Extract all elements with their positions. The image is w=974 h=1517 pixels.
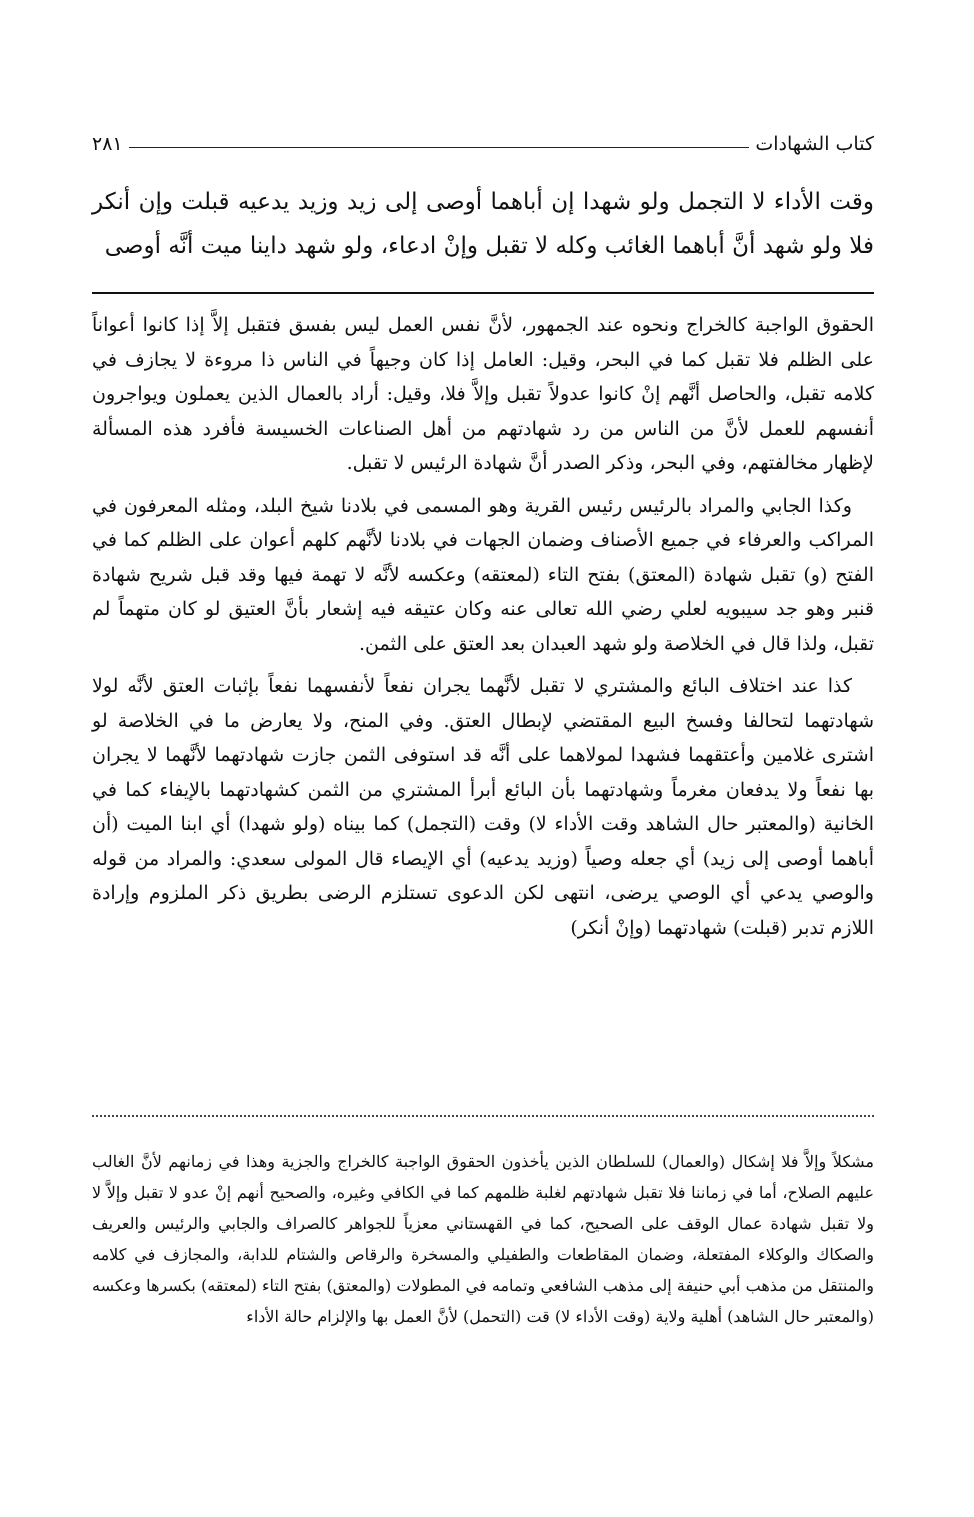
running-header bbox=[92, 124, 874, 164]
sharh-paragraph-2: وكذا الجابي والمراد بالرئيس رئيس القرية وهو المسمى في بلادنا شيخ البلد، ومثله المعرفون في المراكب والعرفاء في جميع الأصناف وضمان الجهات في بلادنا لأنَّهم كلهم أعوان على الظلم كما في الفتح (و) تقبل شهادة (المعتق) بفتح التاء (لمعتقه) وعكسه لأنَّه لا تهمة فيها وقد قبل شريح شهادة قنبر وهو جد سيبويه لعلي رضي الله تعالى عنه وكان عتيقه فيه إشعار بأنَّ العتيق لو كان متهماً لم تقبل، ولذا قال في الخلاصة ولو شهد العبدان بعد العتق على الثمن. bbox=[92, 494, 874, 655]
hashiya-paragraph: مشكلاً وإلاَّ فلا إشكال (والعمال) للسلطان الذين يأخذون الحقوق الواجبة كالخراج والجزية وهذا في زمانهم لأنَّ الغالب عليهم الصلاح، أما في زماننا فلا تقبل شهادتهم لغلبة ظلمهم كما في الكافي وغيره، والصحيح أنهم إنْ عدو لا تقبل وإلاَّ لا ولا تقبل شهادة عمال الوقف على الصحيح، كما في القهستاني معزياً للجواهر كالصراف والجابي والرئيس والعريف والصكاك والوكلاء المفتعلة، وضمان المقاطعات والطفيلي والمسخرة والرقاص والشتام للدابة، والمجازف في كلامه والمنتقل من مذهب أبي حنيفة إلى مذهب الشافعي وتمامه في المطولات (والمعتق) بفتح التاء (لمعتقه) بكسرها وعكسه (والمعتبر حال الشاهد) أهلية ولاية (وقت الأداء لا) قت (التحمل) لأنَّ العمل بها والإلزام حالة الأداء bbox=[92, 1152, 875, 1326]
dotted-divider bbox=[92, 1115, 874, 1117]
chapter-title: كتاب الشهادات bbox=[755, 133, 874, 155]
section-divider bbox=[92, 292, 874, 294]
sharh-paragraph-1: الحقوق الواجبة كالخراج ونحوه عند الجمهور، لأنَّ نفس العمل ليس بفسق فتقبل إلاَّ إذا كانوا أعواناً على الظلم فلا تقبل كما في البحر، وقيل: العامل إذا كان وجيهاً في الناس ذا مروءة لا يجازف في كلامه تقبل، والحاصل أنَّهم إنْ كانوا عدولاً تقبل وإلاَّ فلا، وقيل: أراد بالعمال الذين يعملون ويواجرون أنفسهم للعمل لأنَّ من الناس من رد شهادتهم من أهل الصناعات الخسيسة فأفرد هذه المسألة لإظهار مخالفتهم، وفي البحر، وذكر الصدر أنَّ شهادة الرئيس لا تقبل. bbox=[92, 314, 874, 474]
page-number: ٢٨١ bbox=[92, 133, 123, 155]
hashiya-footnote bbox=[92, 1146, 874, 1332]
matn-text bbox=[92, 180, 874, 268]
sharh-paragraph-3: كذا عند اختلاف البائع والمشتري لا تقبل لأنَّهما يجران نفعاً لأنفسهما نفعاً بإثبات العتق لأنَّه لولا شهادتهما لتحالفا وفسخ البيع المقتضي لإبطال العتق. وفي المنح، ولا يعارض ما في الخلاصة لو اشترى غلامين وأعتقهما فشهدا لمولاهما على أنَّه قد استوفى الثمن جازت شهادتهما لأنَّهما لا يجران بها نفعاً ولا يدفعان مغرماً وشهادتهما بأن البائع أبرأ المشتري من الثمن كشهادتهما بالإيفاء كما في الخانية (والمعتبر حال الشاهد وقت الأداء لا) وقت (التجمل) كما بيناه (ولو شهدا) أي ابنا الميت (أن أباهما أوصى إلى زيد) أي جعله وصياً (وزيد يدعيه) أي الإيصاء قال المولى سعدي: والمراد من قوله والوصي يدعي أي الوصي يرضى، انتهى لكن الدعوى تستلزم الرضى بطريق ذكر الملزوم وإرادة اللازم تدبر (قبلت) شهادتهما (وإنْ أنكر) bbox=[92, 675, 874, 939]
matn-paragraph: وقت الأداء لا التجمل ولو شهدا إن أباهما أوصى إلى زيد وزيد يدعيه قبلت وإن أنكر فلا ولو شهد أنَّ أباهما الغائب وكله لا تقبل وإنْ ادعاء، ولو شهد داينا ميت أنَّه أوصى bbox=[92, 189, 874, 259]
header-rule bbox=[129, 147, 750, 148]
sharh-commentary bbox=[92, 308, 874, 945]
